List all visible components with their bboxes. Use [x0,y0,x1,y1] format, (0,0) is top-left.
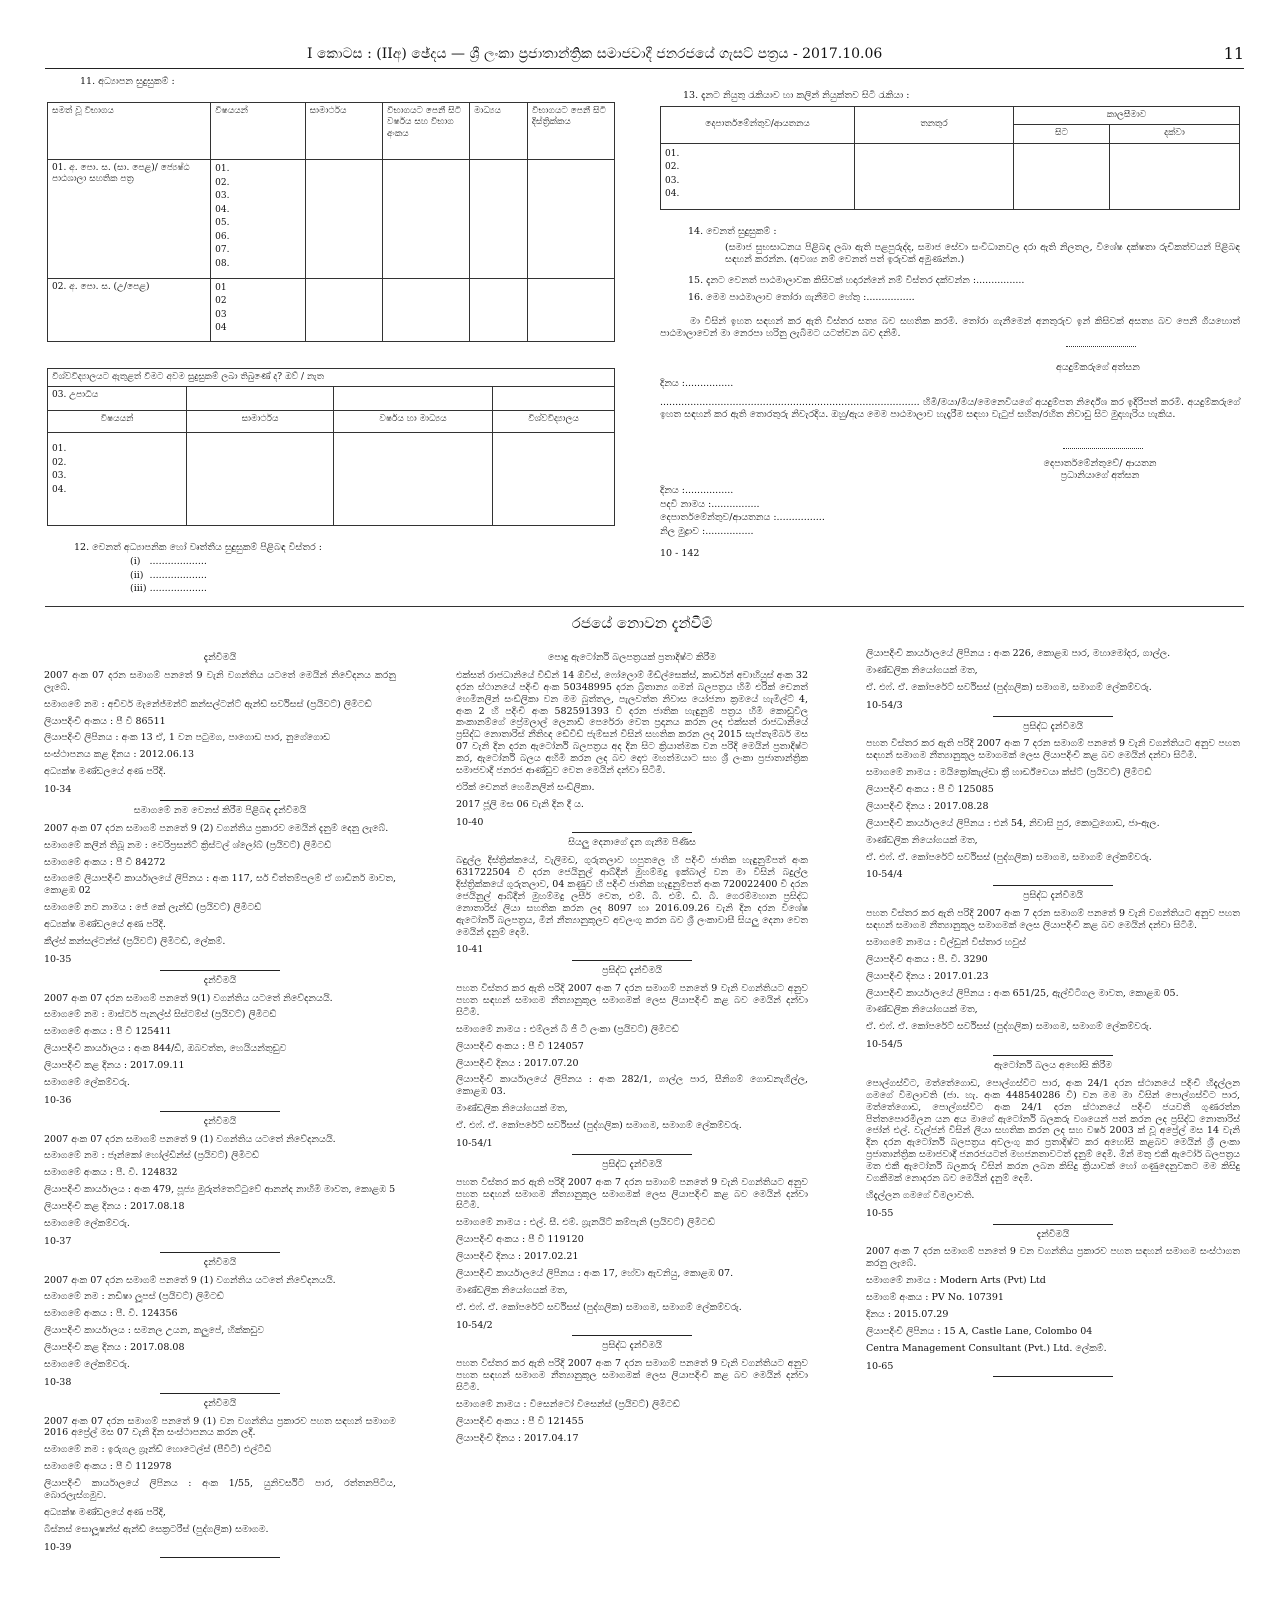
notice-paragraph: ඒ. එෆ්. ඒ. කෝපරේට් සර්විසස් (පුද්ගලික) සමාගම, සමාගම් ලේකම්වරු. [866,851,1152,863]
notice [456,965,808,1155]
notice-separator [572,1335,692,1336]
notice-paragraph: අධ්‍යක්ෂ මණ්ඩලයේ අණ පරිදි, [44,1506,166,1518]
list-item: 05. [215,218,230,229]
notice-paragraph: ලියාපදිංචි කාර්යාලය : අංක 844/ඩී, ඔබවත්ත, හෙයියන්තුඩුව [44,1043,287,1055]
col-to: දක්වා [1109,125,1239,143]
list-item: 04 [215,323,227,334]
notice-paragraph: පහත විස්තර කර ඇති පරිදි 2007 අංක 7 දරන සමාගම් පනතේ 9 වැනි වගන්තියට අනුව පහත සඳහන් සමාගම නීත්‍යානුකූල සමාගමක් ලෙස ලියාපදිංචි කළ බව මෙයින් දන්වා සිටිමි. [866,908,1240,931]
col-year: විභාගයට පෙනී සිටි වර්ෂය සහ විභාග අංකය [383,103,470,160]
notice-paragraph: 2007 අංක 07 දරන සමාගම් පනතේ 9 (2) වගන්තිය ප්‍රකාරව මෙයින් දැනුම් දෙනු ලැබේ. [44,822,389,834]
list-item: 01. [215,164,230,175]
notice-reference: 10-54/4 [866,869,903,881]
notice-heading: දැන්වීමයි [203,1256,237,1268]
notice-paragraph: සමාගමේ ලේකම්වරු. [44,1358,130,1370]
notice [456,837,808,961]
notice-paragraph: සමාගමේ නාමය : විල්ඩුන් විස්තාර හවුස් [866,936,1026,948]
notice-reference: 10-54/3 [866,699,903,711]
notice-paragraph: ලියාපදිංචි කාර්යාලයේ ලිපිනය : එන් 54, නිවාසි පුර, කොටුගොඩ, ජා-ඇල. [866,817,1160,829]
notice-separator [160,970,280,971]
notice-paragraph: 2007 අංක 07 දරන සමාගම් පනතේ 9 (1) වගන්තිය යටතේ නිවේදනයයි. [44,1133,336,1145]
notice-paragraph: සමාගම් අංකය : PV No. 107391 [866,1292,1004,1303]
notice-paragraph: මාණ්ඩලික නියෝගයක් මත, [456,1103,568,1115]
employment-items [661,143,855,210]
notice-paragraph: ලියාපදිංචි කළ දිනය : 2017.08.08 [44,1342,185,1353]
notice-paragraph: සමාගමේ නම : ඉරුගල ග්‍රෑන්ඩ් හොටෙල්ස් (පීවීටී) එල්ටීඩී [44,1444,272,1456]
notice-paragraph: බිස්නස් සොලූෂන්ස් ඇන්ඩ් සෙක්‍රටරීස් (පුද්ගලික) සමාගම. [44,1523,269,1535]
notice-separator [572,960,692,961]
notice [44,1257,396,1394]
notice-heading: ප්‍රසිද්ධ දැන්වීමයි [602,1340,662,1352]
item-16: 16. මෙම පාඨමාලාව තෝරා ගැනීමට හේතු :................ [688,292,915,303]
notice-paragraph: සමාගමේ කලින් තිබූ නම : වෙරිප්‍රසන්ට් ක්‍රිස්ටල් ශ්ලෝබ් (ප්‍රයිවට්) ලිමිටඩ් [44,839,332,851]
notices-column-3 [866,648,1240,1381]
notice-paragraph: සමාගමේ නම : මාස්ටර් පැනල්ස් සිස්ටම්ස් (ප්‍රයිවට්) ලිමිටඩ් [44,1009,277,1021]
list-item: 04. [215,204,230,215]
col-subjects: විෂයයන් [211,103,305,160]
notice-paragraph: ලියාපදිංචි කළ දිනය : 2017.08.18 [44,1201,185,1212]
notice [866,890,1240,1056]
list-item: 06. [215,231,230,242]
notice-heading: ඇටෝර්නි බලය අහෝසි කිරීම [993,1060,1113,1071]
notice-reference: 10-54/5 [866,1039,903,1051]
notice-separator [993,885,1113,886]
notice-paragraph: සමාගමේ නාමය : විසෙන්ටෝ විසෙන්ස් (ප්‍රයිවට්) ලිමිටඩ් [456,1398,680,1410]
footer-lines [660,484,825,538]
col-d-year: වර්ෂය හා මාධ්‍යය [334,411,493,433]
col-pass: සාමාර්ථය [305,103,382,160]
foot-line: දිනය :................ [660,485,734,496]
col-d-subjects: විෂයයන් [48,411,187,433]
notice [44,652,396,801]
notice-paragraph: සමාගමේ ලියාපදිංචි කාර්යාලයේ ලිපිනය : අංක 117, සර් චිත්තම්පලම් ඒ ගාඩිනර් මාවත, කොළඹ 02 [44,873,396,897]
notice-paragraph: ලියාපදිංචි අංකය : පී වී 121455 [456,1415,584,1427]
notice-paragraph: ලියාපදිංචි දිනය : 2017.02.21 [456,1251,579,1262]
notice-paragraph: සමාගමේ නම : ජෑන්කෝ හෝල්ඩින්ස් (ප්‍රයිවට්) ලිමිටඩ් [44,1150,260,1162]
list-item: 02. [215,177,230,188]
notice-paragraph: සමාගමේ නාමය : එල්. සී. එම්. ග්‍රැනයිට් කම්පැනි (ප්‍රයිවට්) ලිමිටඩ් [456,1217,716,1229]
notice-paragraph: සමාගමේ අංකය : පී. වී. 124356 [44,1308,178,1320]
notice-separator [993,1224,1113,1225]
notice-paragraph: සමාගමේ නාමය : එම්ලන් බී ජී ටී ලංකා (ප්‍රයිවට්) ලිමිටඩ් [456,1023,679,1035]
col-exam: සමත් වූ විභාගය [48,103,211,160]
list-item: 03. [52,471,67,482]
list-item: 03. [665,175,680,186]
notice-reference: 10-40 [456,816,484,828]
list-item: 03 [215,309,227,320]
notice-paragraph: ලියාපදිංචි කාර්යාලයේ ලිපිනය : අංක 226, කොළඹ පාර, මහාමෝදර, ගාල්ල. [866,648,1171,659]
notice-paragraph: පහත විස්තර කර ඇති පරිදි 2007 අංක 7 දරන සමාගම් පනතේ 9 වැනි වගන්තියට අනුව පහත සඳහන් සමාගම නීත්‍යානුකූල සමාගමක් ලෙස ලියාපදිංචි කළ බව මෙයින් දන්වා සිටිමි. [456,1176,808,1212]
notice-paragraph: Centra Management Consultant (Pvt.) Ltd. ලේකම්. [866,1342,1107,1354]
notice [456,1340,808,1444]
notice [866,648,1240,717]
uni-question: විශ්වවිද්‍යාලයට ඇතුළත් වීමට අවම සුදුසුකම් ලබා තිබුණේ ද? ඔව් / නැත [48,369,615,387]
form-ref: 10 - 142 [660,548,700,559]
notice-paragraph: සමාගමේ නම : නඩිෂා ලූපස් (ප්‍රයිවට්) ලිමිටඩ් [44,1291,224,1303]
row1-label: 01. අ. පො. ස. (සා. පෙළ)/ ජ්‍යෙෂ්ඨ පාඨශාලා සහතික පත්‍ර [48,160,211,278]
notice-paragraph: ලියාපදිංචි කාර්යාලයේ ලිපිනය : අංක 651/25, ඇල්විටිගල මාවත, කොළඹ 05. [866,987,1179,999]
notice-paragraph: ලියාපදිංචි අංකය : පී වී 86511 [44,715,166,727]
col-d-university: විශ්වවිද්‍යාලය [493,411,615,433]
notice-paragraph: සමාගමේ නව නාමය : ජේ කේ ලැන්ඩ් (ප්‍රයිවට්) ලිමිටඩ් [44,902,262,914]
list-item: 04. [665,189,680,199]
notice-paragraph: ලියාපදිංචි කළ දිනය : 2017.09.11 [44,1060,185,1071]
notice-reference: 10-36 [44,1094,72,1106]
notice-reference: 10-38 [44,1376,72,1388]
foot-line: දෙපාර්තමේන්තුව/ආයතනය :................ [660,512,825,523]
notice-heading: ප්‍රසිද්ධ දැන්වීමයි [602,965,662,977]
notices-column-1 [44,648,396,1562]
notice-paragraph: අධ්‍යක්ෂ මණ්ඩලයේ අණ පරිදි. [44,919,166,930]
notice-separator [160,1393,280,1394]
notice-heading: ප්‍රසිද්ධ දැන්වීමයි [1023,890,1083,902]
notice-reference: 10-35 [44,953,72,965]
notice-paragraph: ලියාපදිංචි අංකය : පී වී 119120 [456,1234,584,1246]
degree-table [47,368,615,526]
notice-separator [993,716,1113,717]
notice-reference: 10-54/2 [456,1319,493,1331]
dash: ................... [149,569,207,581]
notice-separator [993,1376,1113,1377]
notice-paragraph: ලියාපදිංචි දිනය : 2017.08.28 [866,800,989,812]
notice-paragraph: ඒ. එෆ්. ඒ. කෝපරේට් සර්විසස් (පුද්ගලික) සමාගම, සමාගම් ලේකම්වරු. [866,681,1152,693]
notice-paragraph: හිදැල්ලන ගමගේ විමලාවති. [866,1189,975,1201]
foot-line: නිල මුද්‍රාව :................ [660,525,754,537]
notice-separator [993,1055,1113,1056]
notice-heading: සමාගමේ නම වෙනස් කිරීම පිළිබඳ දැන්වීමයි [133,804,307,816]
notice-reference: 10-34 [44,784,72,795]
list-item: 08. [215,258,230,269]
notice-paragraph: සමාගමේ නාමය : Modern Arts (Pvt) Ltd [866,1275,1046,1287]
notice-paragraph: 2007 අංක 7 දරන සමාගම් පනතේ 9 වන වගන්තිය ප්‍රකාරව පහත සඳහන් සමාගම සංස්ථාගත කරනු ලැබේ. [866,1246,1240,1270]
section-divider [45,606,1244,607]
line-label: (iii) [130,583,147,594]
notice-reference: 10-37 [44,1235,72,1247]
item-14: 14. වෙනත් සුදුසුකම් : [688,226,777,237]
page-header [45,38,1244,69]
sig-line-2 [1063,448,1143,449]
notice [866,721,1240,887]
header-title: I කොටස : (IIඅ) ඡේදය — ශ්‍රී ලංකා ප්‍රජාතාන්ත්‍රික සමාජවාදී ජනරජයේ ගැසට් පත්‍රය - 2017.10.06 [307,46,883,62]
notice-paragraph: සමාගමේ නාමය : මයික්‍රෝකැල්ඩා ක්‍රී හාර්ඩ්වෙයා ක්ස්ට් (ප්‍රයිවට්) ලිමිටඩ් [866,767,1152,779]
notice-paragraph: ඒ. එෆ්. ඒ. කෝපරේට් සර්විසස් (පුද්ගලික) සමාගම, සමාගම් ලේකම්වරු. [456,1120,742,1131]
notice-paragraph: සමාගමේ අංකය : පී. වී. 124832 [44,1167,178,1179]
notice-paragraph: ලියාපදිංචි අංකය : පී වී 125085 [866,784,994,795]
list-item: 02. [52,457,67,468]
notice-heading: ප්‍රසිද්ධ දැන්වීමයි [1023,720,1083,732]
notice [44,1398,396,1559]
notice-paragraph: පහත විස්තර කර ඇති පරිදි 2007 අංක 7 දරන සමාගම් පනතේ 9 වැනි වගන්තියට අනුව පහත සඳහන් සමාගම නීත්‍යානුකූල සමාගමක් ලෙස ලියාපදිංචි කළ බව මෙයින් දන්වා සිටිමි. [866,738,1240,762]
notice-separator [160,1252,280,1253]
list-item: 07. [215,245,230,256]
row1-items [211,160,305,278]
notice-heading: සියලු දෙනාගේ දැන ගැනීම පිණිස [568,837,696,849]
notice-paragraph: සමාගමේ අංකය : පී වී 112978 [44,1461,172,1473]
notice-paragraph: ලියාපදිංචි කාර්යාලය : සමනල උයන, කලුපේ, හික්කඩුව [44,1325,265,1337]
notice-paragraph: මාණ්ඩලික නියෝගයක් මත, [866,1004,978,1016]
notices-column-2 [456,648,808,1450]
col-from: සිට [1014,125,1110,143]
degree-items [48,433,187,526]
line-label: (ii) [130,569,144,581]
notice-reference: 10-41 [456,944,484,956]
page-number: 11 [1223,44,1244,63]
notice-reference: 10-55 [866,1207,894,1219]
notice-paragraph: සංස්ථාපනය කළ දිනය : 2012.06.13 [44,749,195,761]
notice-paragraph: පහත විස්තර කර ඇති පරිදි 2007 අංක 7 දරන සමාගම් පනතේ 9 වැනි වගන්තියට අනුව පහත සඳහන් සමාගම නීත්‍යානුකූල සමාගමක් ලෙස ලියාපදිංචි කළ බව මෙයින් දන්වා සිටිමි. [456,983,808,1018]
notice-reference: 10-39 [44,1541,72,1553]
notice-paragraph: සමාගමේ ලේකම්වරු. [44,1076,130,1088]
dash: ................... [149,556,207,567]
notice-paragraph: මාණ්ඩලික නියෝගයක් මත, [866,664,978,676]
declaration: මා විසින් ඉහත සඳහන් කර ඇති විස්තර සත්‍ය බව සහතික කරමි. තෝරා ගැනීමෙන් අනතුරුව ඉන් කිසිවක් අසත්‍ය බව පෙනී ගියහොත් පාඨමාලාවෙන් මා නෙරපා හරිනු ලැබීමට යටත්වන බව දනිමි. [660,316,1240,339]
notice-paragraph: එක්සත් රාජධානියේ වීඩ්න් 14 ඕවීස්, ෆෝලොම් මිඩ්ල්සෙක්ස්, කාර්ඩන් අවාහියුස් අංක 32 දරන ස්ථානයේ පදිංචි අංක 50348995 දරන බ්‍රිතාන්‍ය ගමන් බලපත්‍රය හිමි එරික් චෙනත් හෙමිනලින් සංඩ්ලිකා වන මම බුත්තල, පැලවත්ත නිවාස යෝජනා ක්‍රමයේ හැමිල්ට් 4, අංක 2 හි පදිංචි අංක 582591393 වී දරන ජාතික හැඳුනුම් පත්‍රය හිමි කොඩුවිල කංකානම්ගේ ප්‍රේමලාල් ලෙනාඩ් පෙරේරා වෙත ප්‍රදානය කරන ලද එක්සත් රාජධානියේ ප්‍රසිද්ධ නොතාරිස් නීතිඥ ඩේවිඩ් ජැම්සන් විසින් සහතික කරන ලද 2015 සැප්තැම්බර් මස 07 වැනි දින දරන ඇටෝර්නි බලපත්‍රය අද දින සිට ක්‍රියාත්මක වන පරිදි මෙයින් ප්‍රතාදිෂ්ට කර, ඇටෝර්නි බලය අහිමි කරන ලද බව දොළු මහත්මයාට සහ ශ්‍රී ලංකා ප්‍රජාතාන්ත්‍රික සමාජවාදී ජනරජ ආණ්ඩුව වෙත මෙයින් දන්වා සිටිමි. [456,669,808,776]
item-11: 11. අධ්‍යාපන සුදුසුකම් : [80,76,175,87]
notice-reference: 10-65 [866,1360,894,1372]
notice-paragraph: පහත විස්තර කර ඇති පරිදි 2007 අංක 7 දරන සමාගම් පනතේ 9 වැනි වගන්තියට අනුව පහත සඳහන් සමාගම නීත්‍යානුකූල සමාගමක් ලෙස ලියාපදිංචි කළ බව මෙයින් දන්වා සිටිමි. [456,1358,808,1393]
notice-paragraph: 2007 අංක 07 දරන සමාගම් පනතේ 9 වැනි වගන්තිය යටතේ මෙයින් නිවේදනය කරනු ලැබේ. [44,669,396,693]
degree-label: 03. උපාධිය [48,387,187,411]
dash: ................... [149,583,207,594]
col-position: තනතුර [855,107,1014,144]
notice-paragraph: සමාගමේ අංකය : පී වී 125411 [44,1026,172,1038]
item-13: 13. දැනට නියුතු රැකියාව හා කලින් නියුක්තව සිටි රැකියා : [683,90,910,101]
notice [456,652,808,833]
notice-heading: දැන්වීමයි [203,1115,237,1127]
applicant-signature: අයදුම්කරුගේ අත්සන [1056,362,1140,373]
notice-paragraph: 2007 අංක 07 දරන සමාගම් පනතේ 9 (1) වන වගන්තිය ප්‍රකාරව පහත සඳහන් සමාගම 2016 අප්‍රේල් මස 07 වැනි දින සංස්ථාපනය කරන ලදී. [44,1415,396,1439]
col-department: දෙපාර්තමේන්තුව/ආයතනය [661,107,855,144]
notice-reference: 10-54/1 [456,1137,493,1149]
notice-paragraph: සමාගමේ නම : අචිවර් මැනේජ්මන්ට් කන්සල්ටන්ට් ඇන්ඩ් සර්විසස් (ප්‍රයිවට්) ලිමිටඩ් [44,698,372,710]
notice-paragraph: ඒ. එෆ්. ඒ. කෝපරේට් සර්විසස් (පුද්ගලික) සමාගම, සමාගම් ලේකම්වරු. [456,1301,742,1313]
list-item: 02 [215,296,227,307]
item-15: 15. දැනට වෙනත් පාඨමාලාවක කිසිවක් හදාරන්නේ නම් විස්තර දක්වන්න :................ [688,275,1025,286]
notice-heading: දැන්වීමයි [203,1397,237,1409]
notice-paragraph: ලියාපදිංචි අංකය : පී වී 124057 [456,1040,584,1052]
col-period: කාලසීමාව [1014,107,1240,125]
list-item: 01. [52,444,67,455]
notice-paragraph: ඒ. එෆ්. ඒ. කෝපරේට් සර්විසස් (පුද්ගලික) සමාගම, සමාගම් ලේකම්වරු. [866,1021,1152,1033]
notice-paragraph: 2007 අංක 07 දරන සමාගම් පනතේ 9 (1) වගන්තිය යටතේ නිවේදනයයි. [44,1274,336,1286]
notice-paragraph: ලියාපදිංචි කාර්යාලයේ ලිපිනය : අංක 1/55, යුනිවර්සිටි පාර, රත්තනපිටිය, බොරලැස්ගමුව. [44,1478,396,1501]
notice-paragraph: ලියාපදිංචි ලිපිනය : අංක 13 ඒ, 1 වන පටුමග, පාගොඩ පාර, නුගේගොඩ [44,732,331,744]
row2-items [211,278,305,341]
notice-separator [160,1111,280,1112]
notice-paragraph: ලියාපදිංචි කාර්යාලය : අංක 479, පූජ්‍ය මුරුත්තෙට්ටුවේ ආනන්ද නාහිමි මාවත, කොළඹ 5 [44,1184,396,1196]
notice-paragraph: කීල්ස් කන්සල්ටන්ස් (ප්‍රයිවට්) ලිමිටඩ්, ලේකම්. [44,935,226,947]
notice [866,1229,1240,1378]
section-title: රජයේ නොවන දැන්වීම් [571,614,713,632]
notice-paragraph: මාණ්ඩලික නියෝගයක් මත, [456,1284,568,1296]
notice-paragraph: සමාගමේ ලේකම්වරු. [44,1217,130,1229]
sig-line [1066,346,1136,347]
notice-heading: දැන්වීමයි [1036,1228,1070,1240]
notice-paragraph: ලියාපදිංචි කාර්යාලයේ ලිපිනය : අංක 282/1, ගාල්ල පාර, සීනිගම් ගොඩනැගිල්ල, කොළඹ 03. [456,1074,808,1098]
notice-paragraph: ලියාපදිංචි ලිපිනය : 15 A, Castle Lane, Colombo 04 [866,1325,1093,1337]
notice-heading: පොදු ඇටෝර්නි බලපත්‍රයක් ප්‍රතාදිෂ්ට කිරීම [547,652,717,663]
notice [866,1060,1240,1225]
notice-paragraph: ලියාපදිංචි දිනය : 2017.01.23 [866,970,989,982]
col-district: විභාගයට පෙනී සිටි දිස්ත්‍රික්කය [527,103,614,160]
employment-table [660,106,1240,210]
date-1: දිනය :................ [660,378,734,389]
notice-paragraph: සමාගමේ අංකය : පී වී 84272 [44,856,166,868]
notice-paragraph: ලියාපදිංචි කාර්යාලයේ ලිපිනය : අංක 17, හේවා ඇවනියු, කොළඹ 07. [456,1267,734,1279]
col-d-pass: සාමාර්ථය [187,411,334,433]
item-12-lines [130,555,207,596]
notice-heading: දැන්වීමයි [203,974,237,986]
exam-table [47,102,615,342]
notice-paragraph: බදුල්ල දිස්ත්‍රික්කයේ, වැලිමඩ, ගුරුතලාව හපුතලෙ හි පදිංචි ජාතික හැඳුනුම්පත් අංක 631722504 වී දරන ජෙයිනුල් ආබ්දීන් මුහම්මදු ඉක්බාල් වන මා විසින් බදුල්ල දිස්ත්‍රික්කයේ ගුරුතලාව, 04 කණුව හි පදිංචි ජාතික හැඳුනුම්පත් අංක 720022400 වී දරන ජෙයිනුල් ආබ්දීන් මුහම්මදු ලසීර් වෙත, එම්. බී. එම්. ඩී. බී. ගෙරම්මහාන ප්‍රසිද්ධ නොතාරිස් ලියා සහතික කරන ලද 8097 හා 2016.09.26 වැනි දින දරන විශේෂ ඇටෝර්නි බලපත්‍රය, මින් නීත්‍යානුකූලව අවලංගු කරන බව ශ්‍රී ලංකාවාසී සියලු දෙනා වෙත මෙයින් දැනුම් දෙමි. [456,855,808,938]
notice [44,805,396,971]
notice-paragraph: ලියාපදිංචි අංකය : පී. වී. 3290 [866,953,988,965]
foot-line: පදවි නාමය :................ [660,498,760,510]
notice-paragraph: පොල්ගස්විට, මත්තේගොඩ, පොල්ගස්විට පාර, අංක 24/1 දරන ස්ථානයේ පදිංචි හිදැල්ලන ගමගේ විමලාවති (ජා. හැ. අංක 448540286 වී) වන මම මා විසින් පොල්ගස්විට පාර, මත්තේගොඩ, පොල්ගස්විට අංක 24/1 දරන ස්ථානයේ පදිංචි ජයවතී ගුණරත්න පිත්තපොරමිලන යන අය මාගේ ඇටෝර්නි බලකරු වශයෙන් පත් කරන ලද ප්‍රසිද්ධ නොතාරිස් ජෝන් එල්. වැල්ජන් විසින් ලියා සහතික කරන ලද සහ වර්ෂ 2003 ක් වූ අප්‍රේල් මස 14 වැනි දින දරන ඇටෝර්නි බලපත්‍රය අවලංගු කර ප්‍රතාදිෂ්ට කර අහෝසි කළබව මෙයින් ශ්‍රී ලංකා ප්‍රජාතාන්ත්‍රික සමාජවාදී ජනරජයටත් මහජනතාවටත් දැනුම් දෙමි. මින් මතු එකී ඇටෝර් බලපත්‍රය මත එකී ඇටෝර්නි බලකරු විසින් කරන ලබන කිසිදු ක්‍රියාවක් හෝ ගණුදෙනුවකට මම කිසිදු වගකීමක් නොදරන බව මෙයින් දැනුම් දෙමි. [866,1077,1240,1184]
notice-paragraph: දිනය : 2015.07.29 [866,1308,949,1320]
col-medium: මාධ්‍යය [469,103,527,160]
notice-separator [572,1154,692,1155]
certification: ...................................................................................... හිමි/මයා/මිය/මෙනෙවියගේ අයදුම්පත නිර්දේශ කර ඉදිරිපත් කරමි. අයදුම්කරුගේ ඉහත සඳහන් කර ඇති තොරතුරු නිවැරදිය. ඔහු/ඇය මෙම පාඨමාලාව හැදෑරීම සඳහා වැටුප් සහිත/රහිත නිවාඩු සිට මුදාහැරිය හැකිය. [660,397,1240,420]
list-item: 04. [52,484,67,495]
notice [456,1159,808,1337]
item-12: 12. වෙනත් අධ්‍යාපනික හෝ වෘත්තීය සුදුසුකම් පිළිබඳ විස්තර : [74,542,322,553]
line-label: (i) [130,556,141,567]
notice-paragraph: ලියාපදිංචි දිනය : 2017.07.20 [456,1057,579,1069]
head-signature: දෙපාර්තමේන්තුවේ/ ආයතන ප්‍රධානියාගේ අත්සන [1043,458,1157,481]
notice [44,1116,396,1253]
notice-heading: ප්‍රසිද්ධ දැන්වීමයි [602,1158,662,1170]
notice-separator [160,800,280,801]
notice-paragraph: එරික් චෙනත් හෙමිනලින් සංඩ්ලිකා. [456,781,595,793]
item-14-text: (සමාජ සුභසාධනය පිළිබඳ ලබා ඇති පළපුරුද්ද, සමාජ සේවා සංවිධානවල දරා ඇති නිලතල, විශේෂ දක්ෂතා රුචිකත්වයන් පිළිබඳ සඳහන් කරන්න. (අවශ්‍ය නම් වෙනත් පත් ඉරුවක් අමුණන්න.) [725,242,1240,265]
list-item: 01 [215,282,227,293]
notice-paragraph: 2017 ජූලි මස 06 වැනි දින දී ය. [456,798,584,810]
notice-paragraph: මාණ්ඩලික නියෝගයක් මත, [866,834,978,846]
row2-label: 02. අ. පො. ස. (උ/පෙළ) [48,278,211,341]
notice-paragraph: 2007 අංක 07 දරන සමාගම් පනතේ 9(1) වගන්තිය යටතේ නිවේදනයයි. [44,992,333,1004]
list-item: 01. [665,148,680,159]
notice-paragraph: ලියාපදිංචි දිනය : 2017.04.17 [456,1432,579,1444]
notice [44,975,396,1112]
notice-separator [160,1557,280,1558]
list-item: 03. [215,191,230,202]
notice-paragraph: අධ්‍යක්ෂ මණ්ඩලයේ අණ පරිදි. [44,766,166,778]
notice-heading: දැන්වීමයි [203,652,237,663]
notice-separator [572,832,692,833]
list-item: 02. [665,162,680,172]
